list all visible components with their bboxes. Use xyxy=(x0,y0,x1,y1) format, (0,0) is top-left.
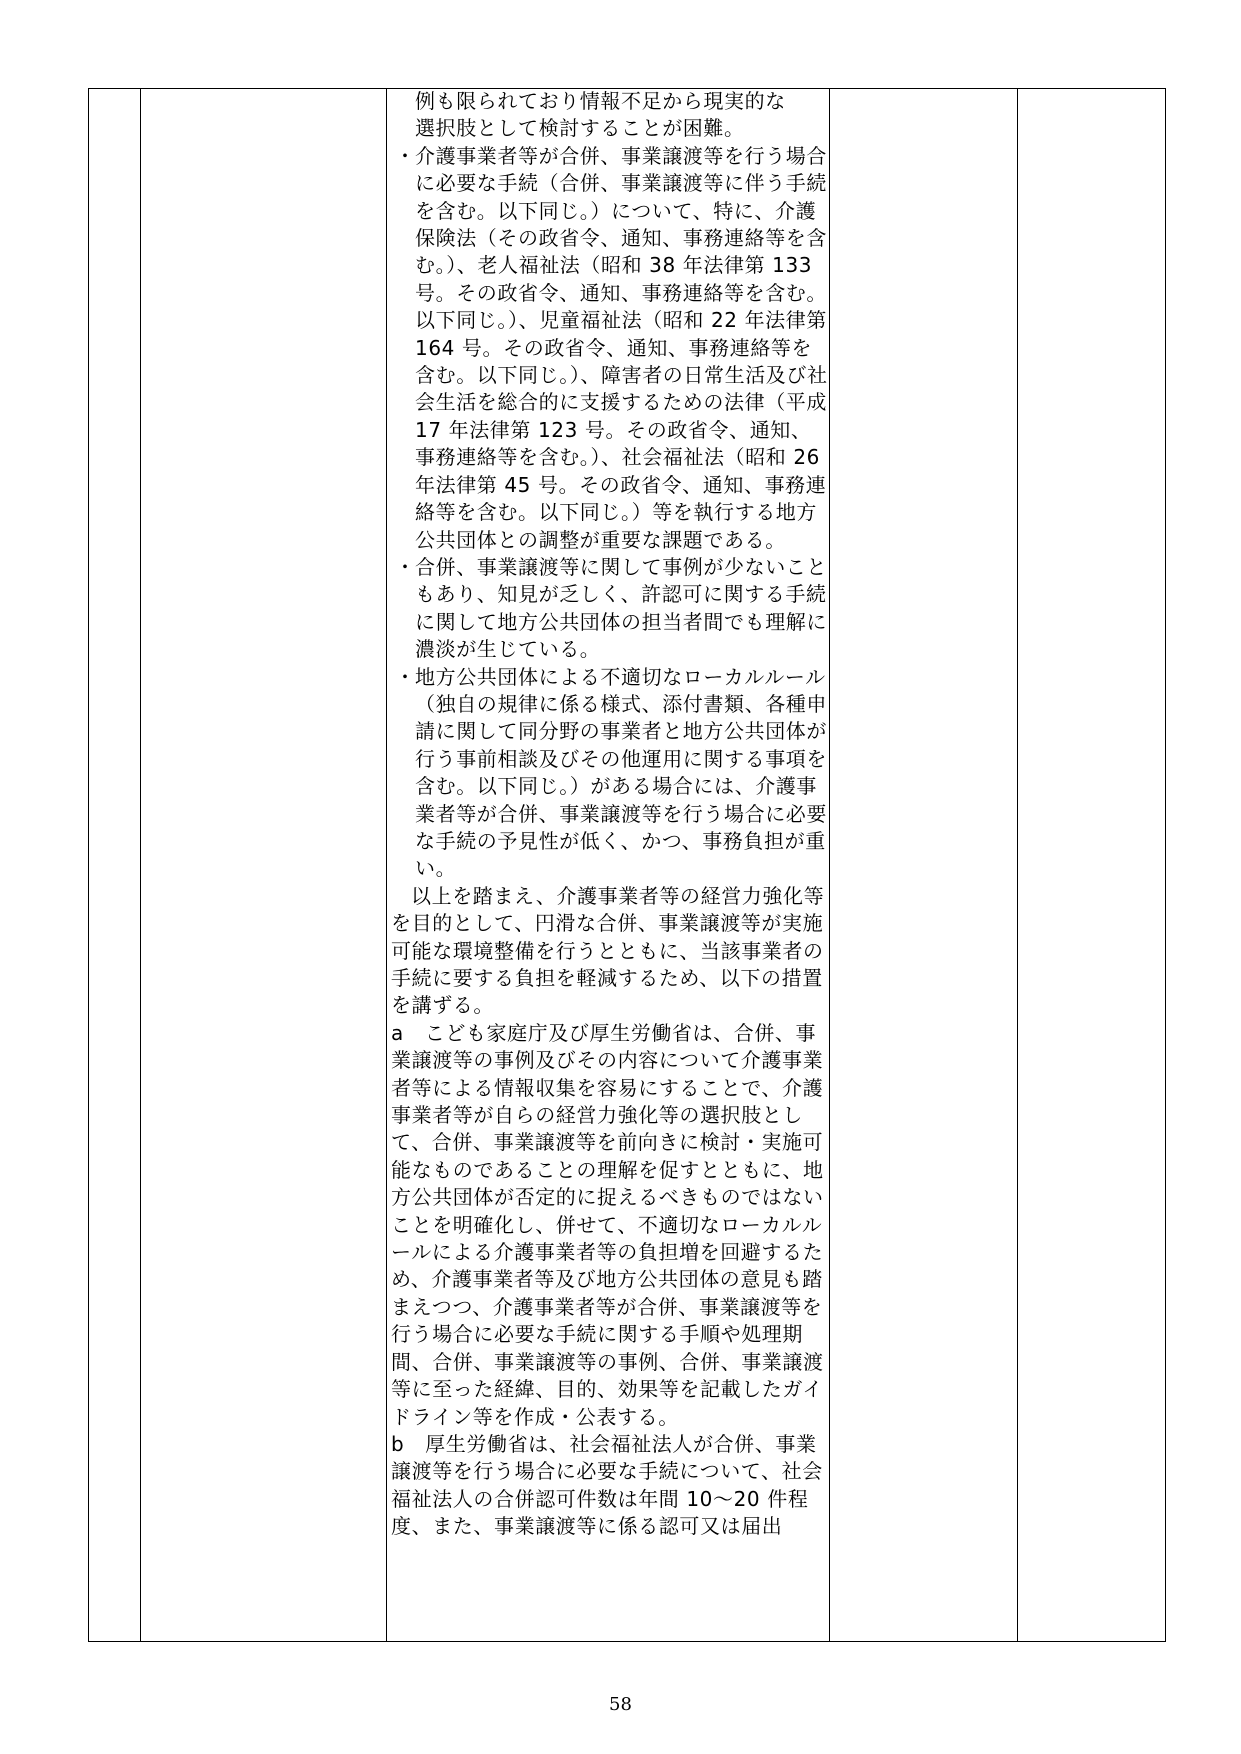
bullet-item xyxy=(391,664,829,883)
measure-content-cell xyxy=(391,88,829,1541)
measure-item-label: b xyxy=(391,1431,405,1456)
measure-item xyxy=(391,1431,829,1541)
table-border-left xyxy=(88,88,89,1642)
bullet-text: 合併、事業譲渡等に関して事例が少ないこともあり、知見が乏しく、許認可に関する手続に関して地方公共団体の担当者間でも理解に濃淡が生じている。 xyxy=(415,554,827,662)
table-col-divider-4 xyxy=(1017,88,1018,1642)
measure-item xyxy=(391,1020,829,1431)
bullet-text: 地方公共団体による不適切なローカルルール（独自の規律に係る様式、添付書類、各種申請に関して同分野の事業者と地方公共団体が行う事前相談及びその他運用に関する事項を含む。以下同じ。）がある場合には、介護事業者等が合併、事業譲渡等を行う場合に必要な手続の予見性が低く、かつ、事務負担が重い。 xyxy=(415,664,827,881)
measure-item-label: a xyxy=(391,1020,404,1045)
continuation-line: 選択肢として検討することが困難。 xyxy=(415,116,745,141)
page-number: 58 xyxy=(609,1694,632,1715)
bullet-mark: ・ xyxy=(395,143,416,168)
bullet-mark: ・ xyxy=(395,554,416,579)
measure-item-text: 厚生労働省は、社会福祉法人が合併、事業譲渡等を行う場合に必要な手続について、社会福祉法人の合併認可件数は年間 10～20 件程度、また、事業譲渡等に係る認可又は届出 xyxy=(391,1431,823,1539)
bullet-item xyxy=(391,143,829,554)
table-border-right xyxy=(1165,88,1166,1642)
measure-item-text: こども家庭庁及び厚生労働省は、合併、事業譲渡等の事例及びその内容について介護事業者等による情報収集を容易にすることで、介護事業者等が自らの経営力強化等の選択肢として、合併、事業譲渡等を前向きに検討・実施可能なものであることの理解を促すとともに、地方公共団体が否定的に捉えるべきものではないことを明確化し、併せて、不適切なローカルルールによる介護事業者等の負担増を回避するため、介護事業者等及び地方公共団体の意見も踏まえつつ、介護事業者等が合併、事業譲渡等を行う場合に必要な手続に関する手順や処理期間、合併、事業譲渡等の事例、合併、事業譲渡等に至った経緯、目的、効果等を記載したガイドライン等を作成・公表する。 xyxy=(391,1020,824,1429)
bullet-mark: ・ xyxy=(395,664,416,689)
table-col-divider-2 xyxy=(386,88,387,1642)
summary-paragraph: 以上を踏まえ、介護事業者等の経営力強化等を目的として、円滑な合併、事業譲渡等が実施可能な環境整備を行うとともに、当該事業者の手続に要する負担を軽減するため、以下の措置を講ずる。 xyxy=(391,883,825,1018)
table-border-bottom xyxy=(88,1641,1166,1642)
continuation-line: 例も限られており情報不足から現実的な xyxy=(415,89,786,113)
table-col-divider-1 xyxy=(140,88,141,1642)
bullet-text: 介護事業者等が合併、事業譲渡等を行う場合に必要な手続（合併、事業譲渡等に伴う手続を含む。以下同じ。）について、特に、介護保険法（その政省令、通知、事務連絡等を含む。）、老人福祉法（昭和 38 年法律第 133 号。その政省令、通知、事務連絡等を含む。以下同じ。）、児童福祉法（昭和 22 年法律第 164 号。その政省令、通知、事務連絡等を含む。以下同じ。）、障害者の日常生活及び社会生活を総合的に支援するための法律（平成 17 年法律第 123 号。その政省令、通知、事務連絡等を含む。）、社会福祉法（昭和 26 年法律第 45 号。その政省令、通知、事務連絡等を含む。以下同じ。）等を執行する地方公共団体との調整が重要な課題である。 xyxy=(415,143,828,552)
table-col-divider-3 xyxy=(829,88,830,1642)
bullet-item xyxy=(391,554,829,664)
